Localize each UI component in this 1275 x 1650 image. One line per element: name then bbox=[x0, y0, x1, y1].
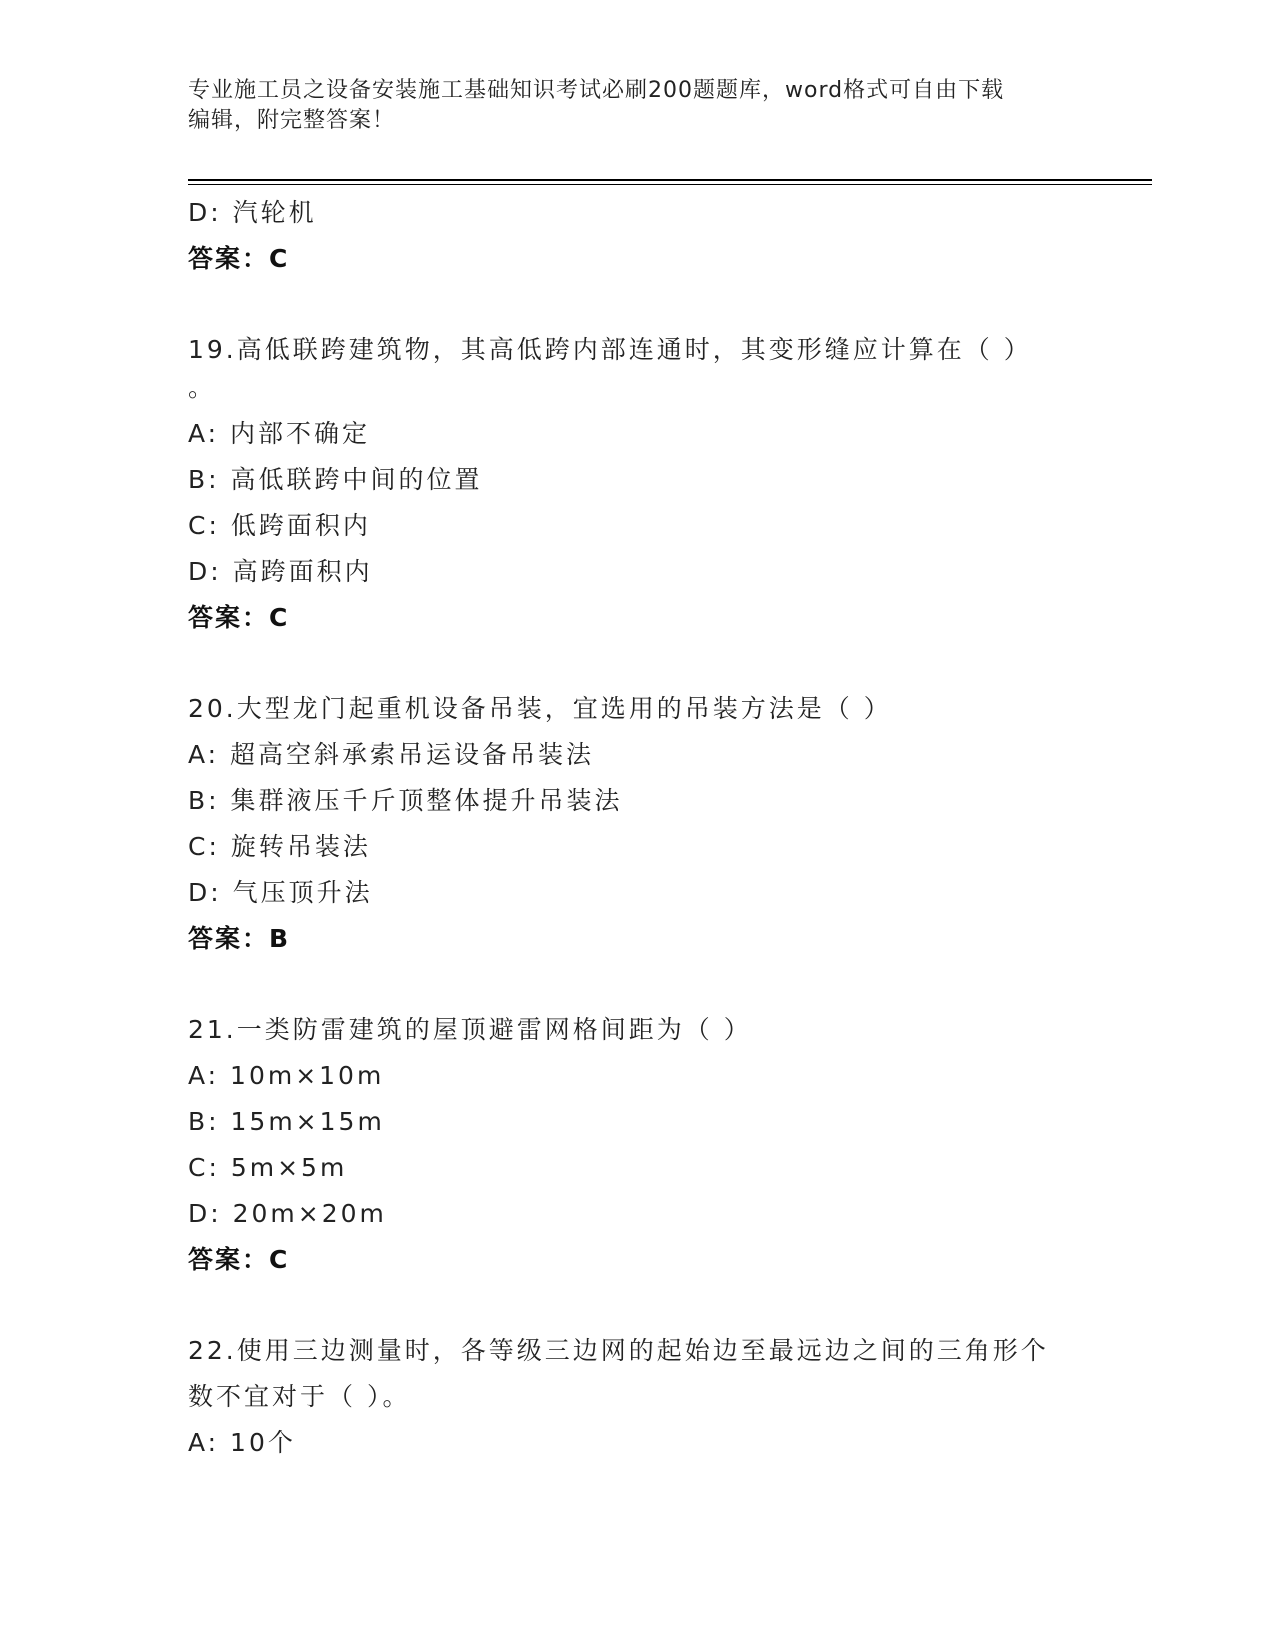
option-c: C: 低跨面积内 bbox=[188, 511, 371, 540]
option-d: D: 气压顶升法 bbox=[188, 878, 373, 907]
option-b: B: 集群液压千斤顶整体提升吊装法 bbox=[188, 786, 623, 815]
question-stem-continued: 。 bbox=[188, 373, 217, 402]
question-list bbox=[188, 190, 1088, 1466]
question-stem: 22.使用三边测量时，各等级三边网的起始边至最远边之间的三角形个 bbox=[188, 1336, 1049, 1365]
question-21 bbox=[188, 1007, 1088, 1283]
question-stem: 20.大型龙门起重机设备吊装，宜选用的吊装方法是（ ） bbox=[188, 694, 892, 723]
question-stem-continued: 数不宜对于（ ）。 bbox=[188, 1382, 411, 1411]
option-d: D: 20m×20m bbox=[188, 1199, 387, 1228]
option-a: A: 10m×10m bbox=[188, 1061, 385, 1090]
header-line-2: 编辑，附完整答案！ bbox=[188, 108, 396, 133]
answer: 答案：C bbox=[188, 244, 290, 273]
option-c: C: 5m×5m bbox=[188, 1153, 348, 1182]
option-d: D: 高跨面积内 bbox=[188, 557, 373, 586]
question-stem: 21.一类防雷建筑的屋顶避雷网格间距为（ ） bbox=[188, 1015, 752, 1044]
answer: 答案：B bbox=[188, 924, 291, 953]
question-19 bbox=[188, 327, 1088, 641]
question-stem: 19.高低联跨建筑物，其高低跨内部连通时，其变形缝应计算在（ ） bbox=[188, 335, 1032, 364]
option-a: A: 10个 bbox=[188, 1428, 296, 1457]
question-18-tail bbox=[188, 190, 1088, 282]
answer: 答案：C bbox=[188, 1245, 290, 1274]
option-a: A: 内部不确定 bbox=[188, 419, 371, 448]
option-b: B: 高低联跨中间的位置 bbox=[188, 465, 483, 494]
option-b: B: 15m×15m bbox=[188, 1107, 385, 1136]
document-header bbox=[188, 76, 1068, 136]
option-c: C: 旋转吊装法 bbox=[188, 832, 371, 861]
header-rule-thin bbox=[188, 184, 1152, 185]
header-rule-thick bbox=[188, 179, 1152, 181]
answer: 答案：C bbox=[188, 603, 290, 632]
question-22 bbox=[188, 1328, 1088, 1466]
header-line-1: 专业施工员之设备安装施工基础知识考试必刷200题题库，word格式可自由下载 bbox=[188, 78, 1005, 103]
option-d: D: 汽轮机 bbox=[188, 198, 317, 227]
question-20 bbox=[188, 686, 1088, 962]
option-a: A: 超高空斜承索吊运设备吊装法 bbox=[188, 740, 595, 769]
